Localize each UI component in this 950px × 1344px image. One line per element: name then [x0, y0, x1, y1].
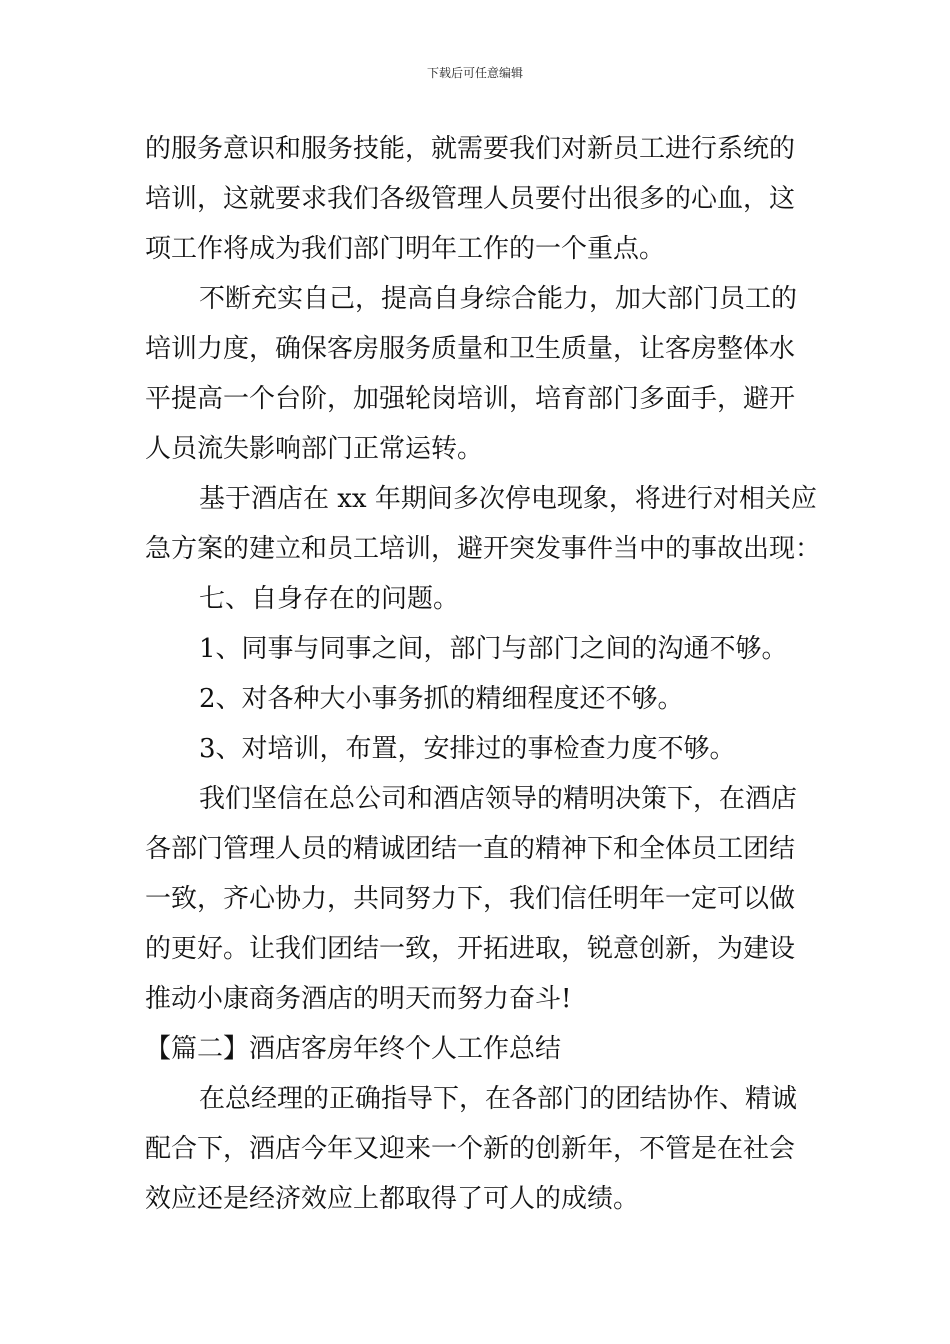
text-line: 的服务意识和服务技能，就需要我们对新员工进行系统的 [145, 134, 796, 164]
text-line: 推动小康商务酒店的明天而努力奋斗! [145, 984, 572, 1014]
text-line: 急方案的建立和员工培训，避开突发事件当中的事故出现： [145, 534, 822, 564]
text-line: 平提高一个台阶，加强轮岗培训，培育部门多面手，避开 [145, 384, 796, 414]
text-line: 人员流失影响部门正常运转。 [145, 434, 484, 464]
text-line: 培训力度，确保客房服务质量和卫生质量，让客房整体水 [145, 334, 796, 364]
page-header-note: 下载后可任意编辑 [426, 66, 523, 80]
document-body [145, 124, 822, 1224]
section-heading: 七、自身存在的问题。 [199, 584, 460, 614]
text-line: 的更好。让我们团结一致，开拓进取，锐意创新，为建设 [145, 934, 796, 964]
text-line: 项工作将成为我们部门明年工作的一个重点。 [145, 234, 666, 264]
paragraph-first-line: 基于酒店在 xx 年期间多次停电现象，将进行对相关应 [199, 484, 817, 514]
paragraph-first-line: 在总经理的正确指导下，在各部门的团结协作、精诚 [199, 1084, 798, 1114]
text-line: 培训，这就要求我们各级管理人员要付出很多的心血，这 [145, 184, 796, 214]
list-item: 2、对各种大小事务抓的精细程度还不够。 [199, 684, 684, 714]
list-item: 3、对培训，布置，安排过的事检查力度不够。 [199, 734, 736, 764]
article-title: 【篇二】酒店客房年终个人工作总结 [145, 1034, 562, 1064]
text-line: 各部门管理人员的精诚团结一直的精神下和全体员工团结 [145, 834, 796, 864]
text-line: 一致，齐心协力，共同努力下，我们信任明年一定可以做 [145, 884, 796, 914]
text-line: 配合下，酒店今年又迎来一个新的创新年，不管是在社会 [145, 1134, 796, 1164]
paragraph-first-line: 我们坚信在总公司和酒店领导的精明决策下，在酒店 [199, 784, 798, 814]
text-line: 效应还是经济效应上都取得了可人的成绩。 [145, 1184, 640, 1214]
paragraph-first-line: 不断充实自己，提高自身综合能力，加大部门员工的 [199, 284, 798, 314]
list-item: 1、同事与同事之间，部门与部门之间的沟通不够。 [199, 634, 788, 664]
